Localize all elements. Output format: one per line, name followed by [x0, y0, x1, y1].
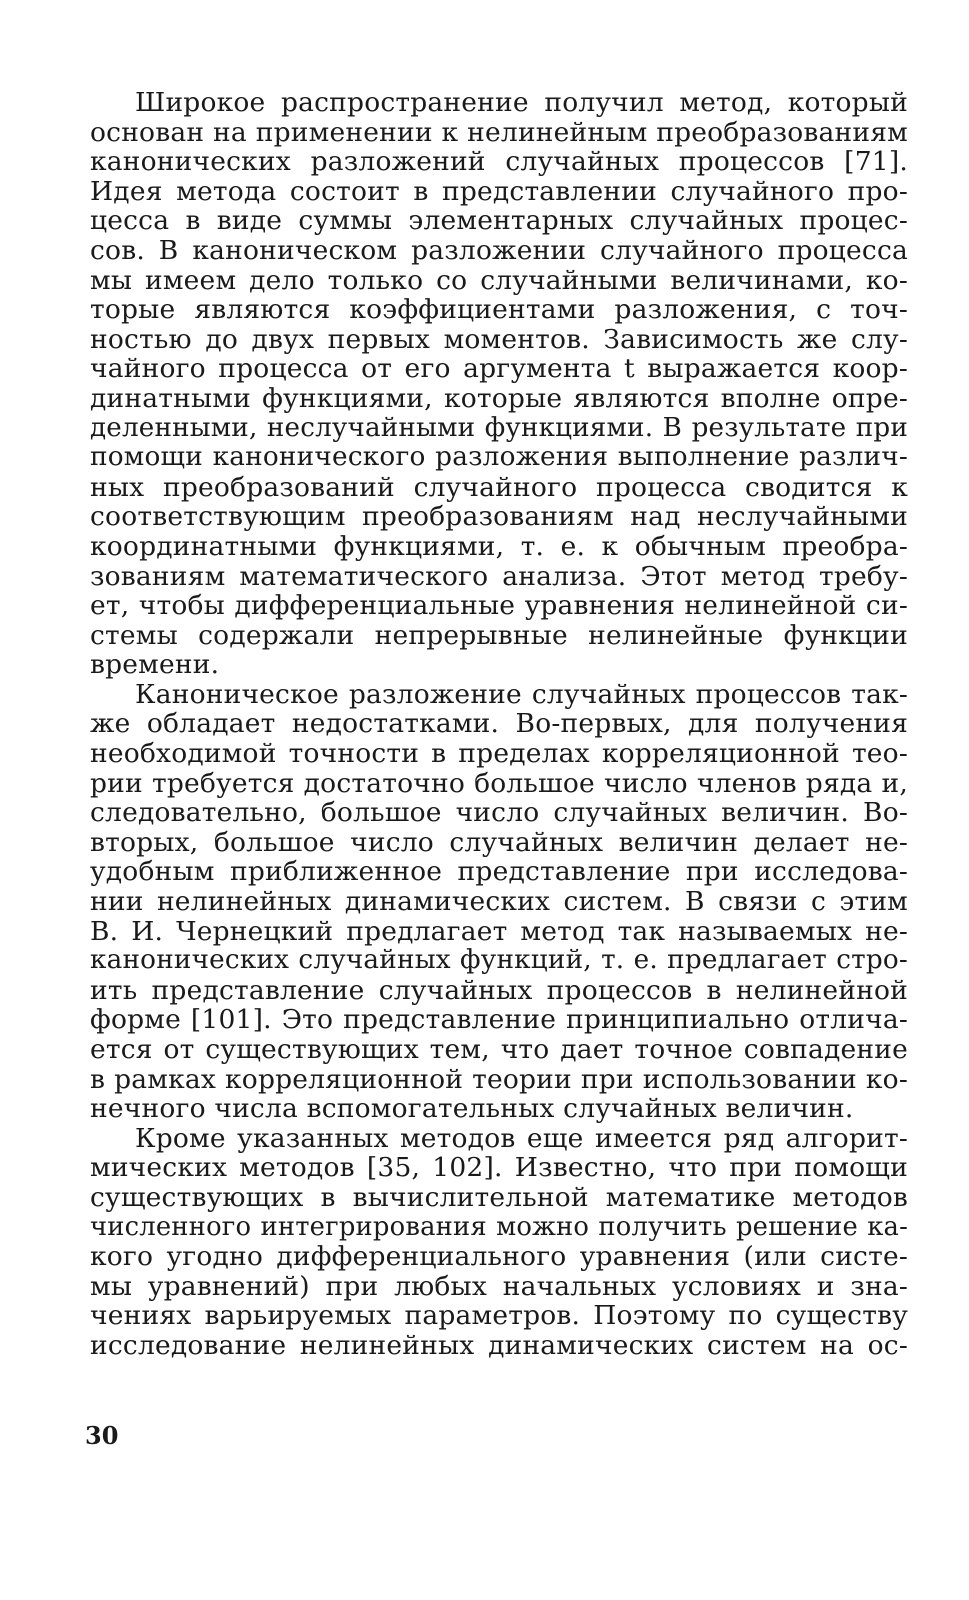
text-line: вторых, большое число случайных величин делает не- [90, 826, 908, 858]
text-line: канонических случайных функций, т. е. предлагает стро- [90, 945, 908, 976]
text-line: нечного числа вспомогательных случайных величин. [90, 1093, 854, 1125]
text-line: нии нелинейных динамических систем. В связи с этим [90, 886, 908, 918]
text-line: чайного процесса от его аргумента t выражается коор- [90, 353, 908, 385]
text-line: времени. [90, 649, 220, 681]
text-line: рии требуется достаточно большое число членов ряда и, [90, 767, 908, 799]
text-line: торые являются коэффициентами разложения, с точ- [90, 294, 908, 326]
paragraph-2 [90, 680, 908, 1124]
text-line: Каноническое разложение случайных процессов так- [135, 678, 908, 710]
page-body [90, 88, 908, 1361]
text-line: в рамках корреляционной теории при использовании ко- [90, 1063, 908, 1095]
text-line: ить представление случайных процессов в нелинейной [90, 974, 908, 1006]
page-number: 30 [85, 1421, 119, 1450]
text-line: чениях варьируемых параметров. Поэтому по существу [90, 1300, 908, 1332]
text-line: ет, чтобы дифференциальные уравнения нелинейной си- [90, 590, 908, 622]
text-line: динатными функциями, которые являются вполне опре- [90, 382, 908, 414]
text-line: ется от существующих тем, что дает точное совпадение [90, 1034, 908, 1065]
text-line: ностью до двух первых моментов. Зависимость же слу- [90, 323, 908, 355]
text-line: стемы содержали непрерывные нелинейные функции [90, 619, 908, 651]
text-line: зованиям математического анализа. Этот метод требу- [90, 560, 908, 592]
text-line: ных преобразований случайного процесса сводится к [90, 471, 908, 503]
text-line: Идея метода состоит в представлении случайного про- [90, 175, 908, 207]
text-line: В. И. Чернецкий предлагает метод так называемых не- [90, 915, 908, 947]
text-line: деленными, неслучайными функциями. В результате при [90, 412, 908, 443]
text-line: же обладает недостатками. Во-первых, для получения [90, 708, 908, 740]
paragraph-3 [90, 1124, 908, 1361]
paragraph-1 [90, 88, 908, 680]
text-line: основан на применении к нелинейным преобразованиям [90, 116, 908, 148]
text-line: помощи канонического разложения выполнение различ- [90, 442, 908, 473]
text-line: координатными функциями, т. е. к обычным преобра- [90, 530, 908, 562]
text-line: мических методов [35, 102]. Известно, что при помощи [90, 1152, 908, 1184]
text-line: Кроме указанных методов еще имеется ряд алгорит- [135, 1122, 908, 1154]
text-line: Широкое распространение получил метод, который [135, 87, 908, 118]
text-line: кого угодно дифференциального уравнения (или систе- [90, 1241, 908, 1273]
text-line: существующих в вычислительной математике методов [90, 1181, 908, 1213]
text-line: мы уравнений) при любых начальных условиях и зна- [90, 1270, 908, 1302]
text-line: следовательно, большое число случайных величин. Во- [90, 797, 908, 829]
text-line: необходимой точности в пределах корреляционной тео- [90, 738, 908, 770]
text-line: численного интегрирования можно получить решение ка- [90, 1211, 908, 1242]
text-line: канонических разложений случайных процессов [71]. [90, 146, 908, 178]
text-line: мы имеем дело только со случайными величинами, ко- [90, 264, 908, 296]
text-line: удобным приближенное представление при исследова- [90, 856, 908, 888]
text-line: соответствующим преобразованиям над неслучайными [90, 501, 908, 533]
text-line: сов. В каноническом разложении случайного процесса [90, 234, 908, 266]
text-line: форме [101]. Это представление принципиально отлича- [90, 1004, 908, 1036]
text-line: исследование нелинейных динамических систем на ос- [90, 1329, 908, 1361]
text-line: цесса в виде суммы элементарных случайных процес- [90, 205, 908, 237]
